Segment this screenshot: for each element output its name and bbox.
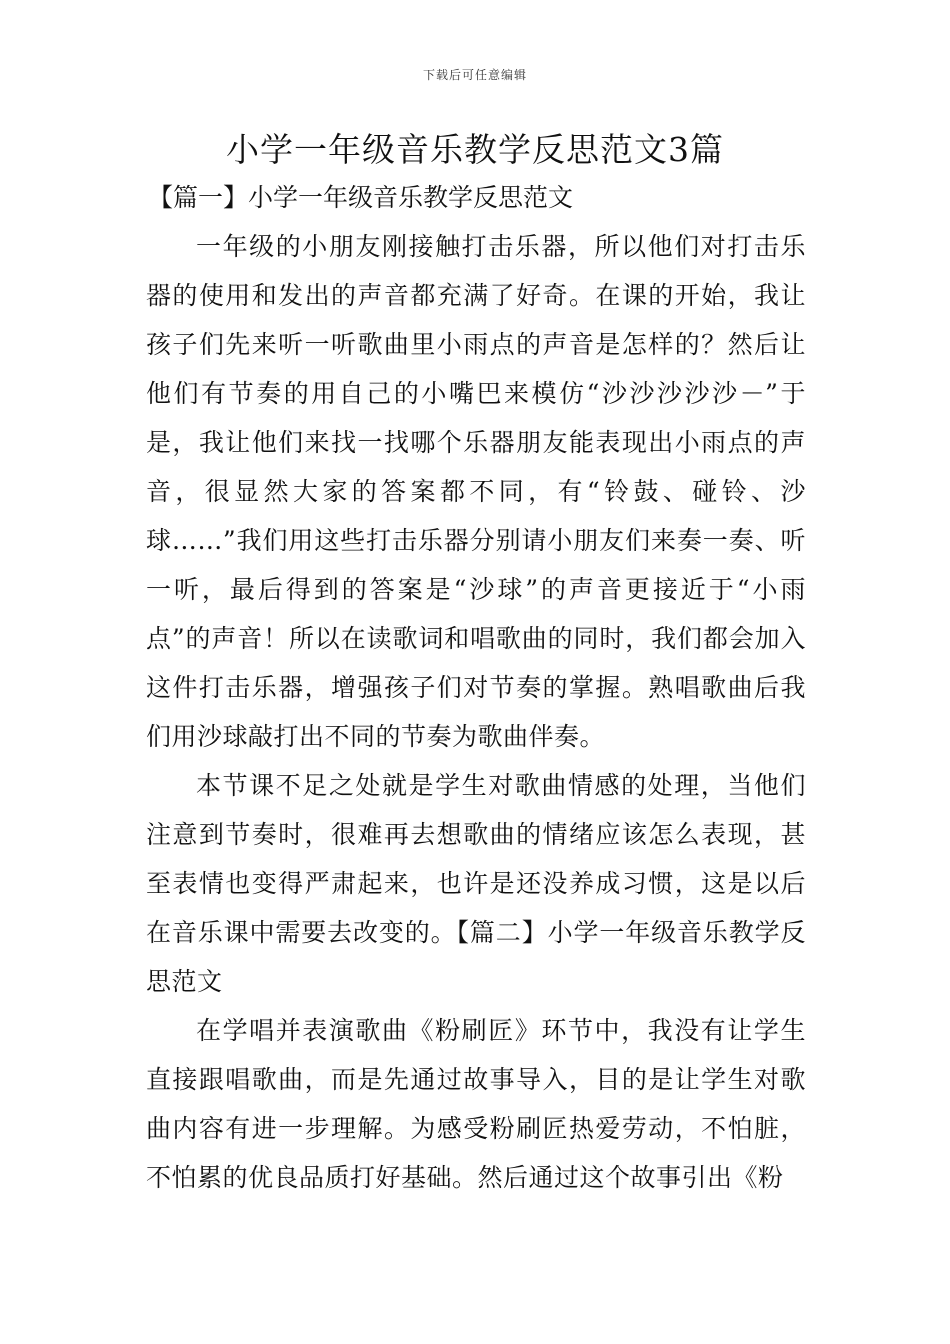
header-note: 下载后可任意编辑 [422, 68, 527, 82]
paragraph: 一年级的小朋友刚接触打击乐器，所以他们对打击乐器的使用和发出的声音都充满了好奇。在课的开始，我让孩子们先来听一听歌曲里小雨点的声音是怎样的？然后让他们有节奏的用自己的小嘴巴来模仿“沙沙沙沙沙－”于是，我让他们来找一找哪个乐器朋友能表现出小雨点的声音，很显然大家的答案都不同，有“铃鼓、碰铃、沙球……”我们用这些打击乐器分别请小朋友们来奏一奏、听一听，最后得到的答案是“沙球”的声音更接近于“小雨点”的声音！所以在读歌词和唱歌曲的同时，我们都会加入这件打击乐器，增强孩子们对节奏的掌握。熟唱歌曲后我们用沙球敲打出不同的节奏为歌曲伴奏。 [146, 232, 806, 751]
document-title: 小学一年级音乐教学反思范文3篇 [226, 130, 724, 169]
section-heading: 【篇一】小学一年级音乐教学反思范文 [148, 183, 574, 212]
body-text [146, 222, 806, 1202]
paragraph: 在学唱并表演歌曲《粉刷匠》环节中，我没有让学生直接跟唱歌曲，而是先通过故事导入，目的是让学生对歌曲内容有进一步理解。为感受粉刷匠热爱劳动，不怕脏，不怕累的优良品质打好基础。然后通过这个故事引出《粉 [146, 1016, 806, 1192]
paragraph: 本节课不足之处就是学生对歌曲情感的处理，当他们注意到节奏时，很难再去想歌曲的情绪应该怎么表现，甚至表情也变得严肃起来，也许是还没养成习惯，这是以后在音乐课中需要去改变的。【篇二】小学一年级音乐教学反思范文 [146, 771, 806, 996]
